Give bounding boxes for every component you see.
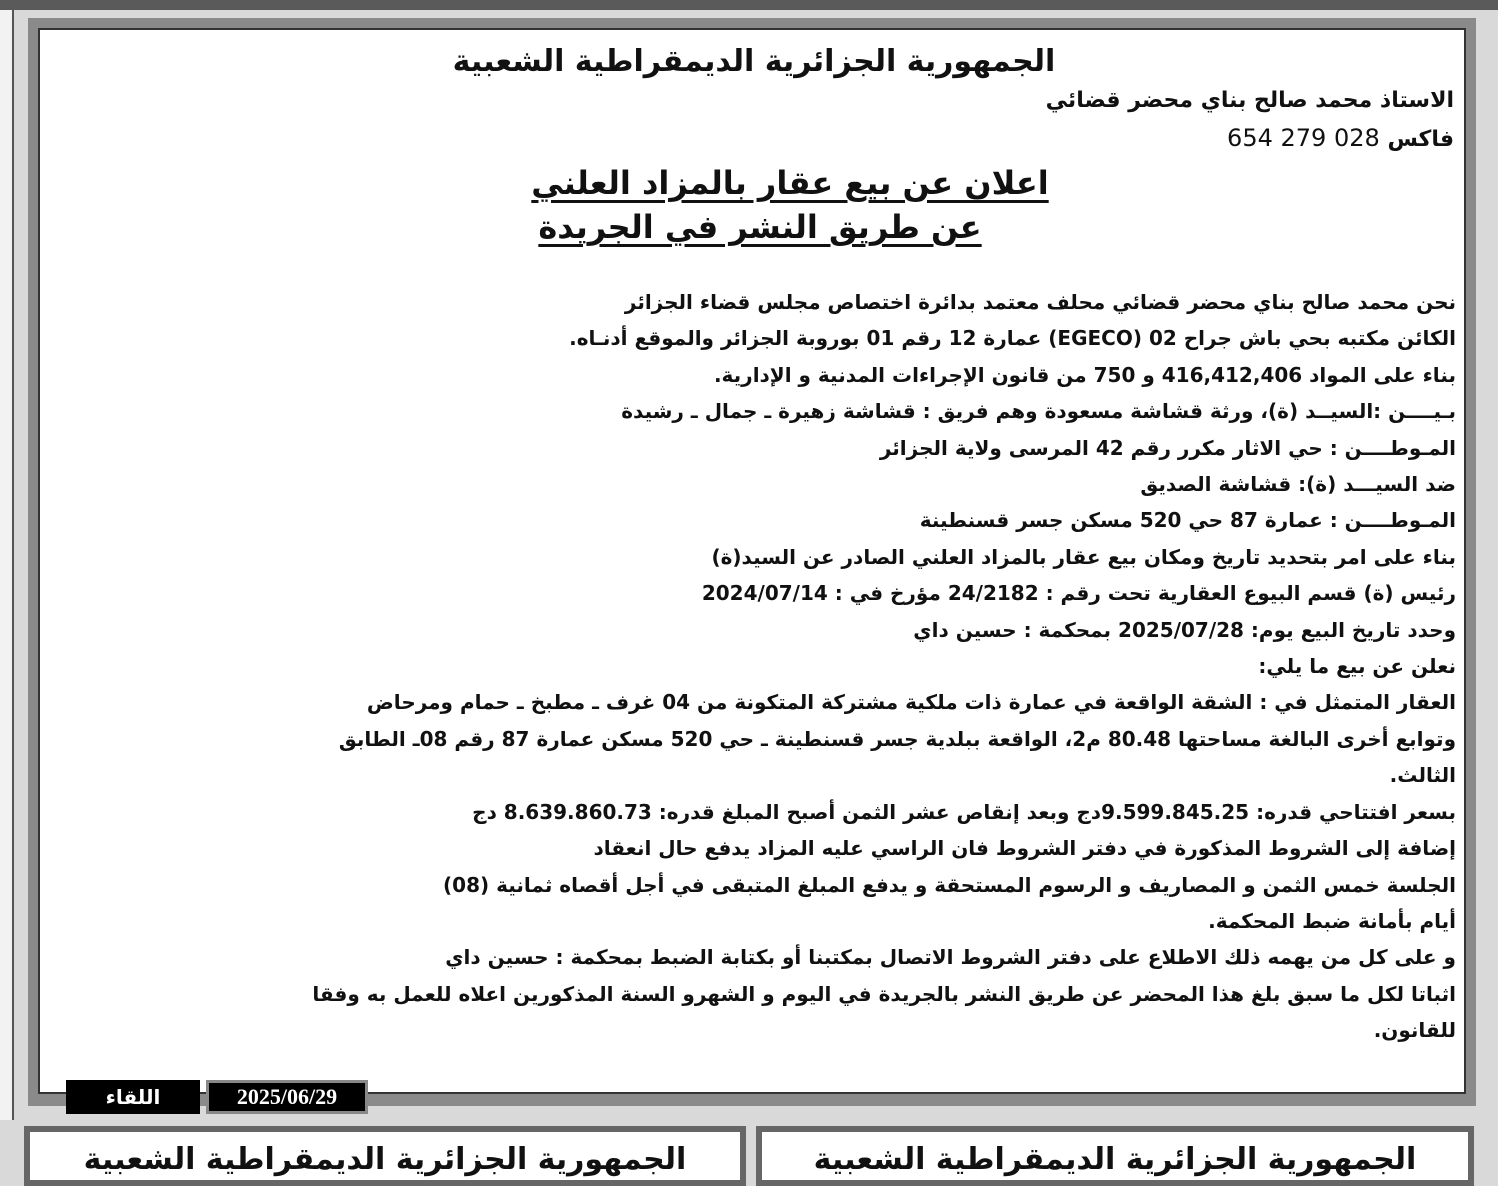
- body-line: الثالث.: [1389, 763, 1456, 788]
- body-line: الكائن مكتبه بحي باش جراح 02 (EGECO) عمارة 12 رقم 01 بوروبة الجزائر والموقع أدنـاه.: [569, 326, 1456, 351]
- body-line: بناء على المواد 416,412,406 و 750 من قانون الإجراءات المدنية و الإدارية.: [713, 362, 1456, 387]
- auction-notice-ad: [38, 28, 1466, 1094]
- newspaper-name-tag: اللقاء: [66, 1080, 200, 1114]
- body-line: بـيــــن :السيــد (ة)، ورثة قشاشة مسعودة وهم فريق : قشاشة زهيرة ـ جمال ـ رشيدة: [621, 399, 1456, 424]
- body-line: وحدد تاريخ البيع يوم: 2025/07/28 بمحكمة : حسين داي: [913, 617, 1456, 642]
- body-line: المـوطــــن : عمارة 87 حي 520 مسكن جسر قسنطينة: [919, 508, 1456, 533]
- notice-body: [46, 284, 1456, 1049]
- body-line: المـوطــــن : حي الاثار مكرر رقم 42 المرسى ولاية الجزائر: [879, 435, 1456, 460]
- fax-number: 028 279 654: [1227, 124, 1380, 152]
- page-left-margin: [0, 10, 14, 1120]
- body-line: العقار المتمثل في : الشقة الواقعة في عمارة ذات ملكية مشتركة المتكونة من 04 غرف ـ مطبخ ـ حمام ومرحاض: [366, 690, 1456, 715]
- next-ad-right: [756, 1126, 1474, 1186]
- body-line: إضافة إلى الشروط المذكورة في دفتر الشروط فان الراسي عليه المزاد يدفع حال انعقاد: [593, 836, 1456, 861]
- next-ad-left: [24, 1126, 746, 1186]
- fax-label: فاكس: [1387, 127, 1454, 152]
- republic-heading: الجمهورية الجزائرية الديمقراطية الشعبية: [452, 44, 1056, 79]
- body-line: بناء على امر بتحديد تاريخ ومكان بيع عقار بالمزاد العلني الصادر عن السيد(ة): [711, 544, 1456, 569]
- body-line: نحن محمد صالح بناي محضر قضائي محلف معتمد بدائرة اختصاص مجلس قضاء الجزائر: [624, 290, 1456, 314]
- body-line: بسعر افتتاحي قدره: 9.599.845.25دج وبعد إنقاص عشر الثمن أصبح المبلغ قدره: 8.639.860.73 دج: [472, 799, 1456, 824]
- body-line: للقانون.: [1373, 1018, 1456, 1043]
- notice-title-line1: اعلان عن بيع عقار بالمزاد العلني: [531, 164, 1049, 202]
- page-top-border: [0, 0, 1498, 10]
- body-line: نعلن عن بيع ما يلي:: [1258, 654, 1456, 679]
- body-line: الجلسة خمس الثمن و المصاريف و الرسوم المستحقة و يدفع المبلغ المتبقى في أجل أقصاه ثمانية (08): [443, 872, 1456, 897]
- body-line: وتوابع أخرى البالغة مساحتها 80.48 م2، الواقعة ببلدية جسر قسنطينة ـ حي 520 مسكن عمارة 87 رقم 08ـ الطابق: [338, 726, 1456, 751]
- publication-date-tag: 2025/06/29: [206, 1080, 368, 1114]
- fax-line: [1227, 124, 1454, 152]
- body-line: ضد السيـــد (ة): قشاشة الصديق: [1140, 472, 1456, 497]
- notice-title-line2: عن طريق النشر في الجريدة: [538, 208, 982, 246]
- body-line: و على كل من يهمه ذلك الاطلاع على دفتر الشروط الاتصال بمكتبنا أو بكتابة الضبط بمحكمة : حسين داي: [445, 945, 1456, 970]
- body-line: اثباتا لكل ما سبق بلغ هذا المحضر عن طريق النشر بالجريدة في اليوم و الشهرو السنة المذكورين اعلاه للعمل به وفقا: [312, 981, 1456, 1006]
- next-ad-left-heading: الجمهورية الجزائرية الديمقراطية الشعبية: [83, 1142, 687, 1177]
- next-ad-right-heading: الجمهورية الجزائرية الديمقراطية الشعبية: [813, 1142, 1417, 1177]
- body-line: أيام بأمانة ضبط المحكمة.: [1208, 908, 1456, 933]
- body-line: رئيس (ة) قسم البيوع العقارية تحت رقم : 24/2182 مؤرخ في : 2024/07/14: [701, 581, 1456, 606]
- bailiff-name: الاستاذ محمد صالح بناي محضر قضائي: [1045, 88, 1454, 113]
